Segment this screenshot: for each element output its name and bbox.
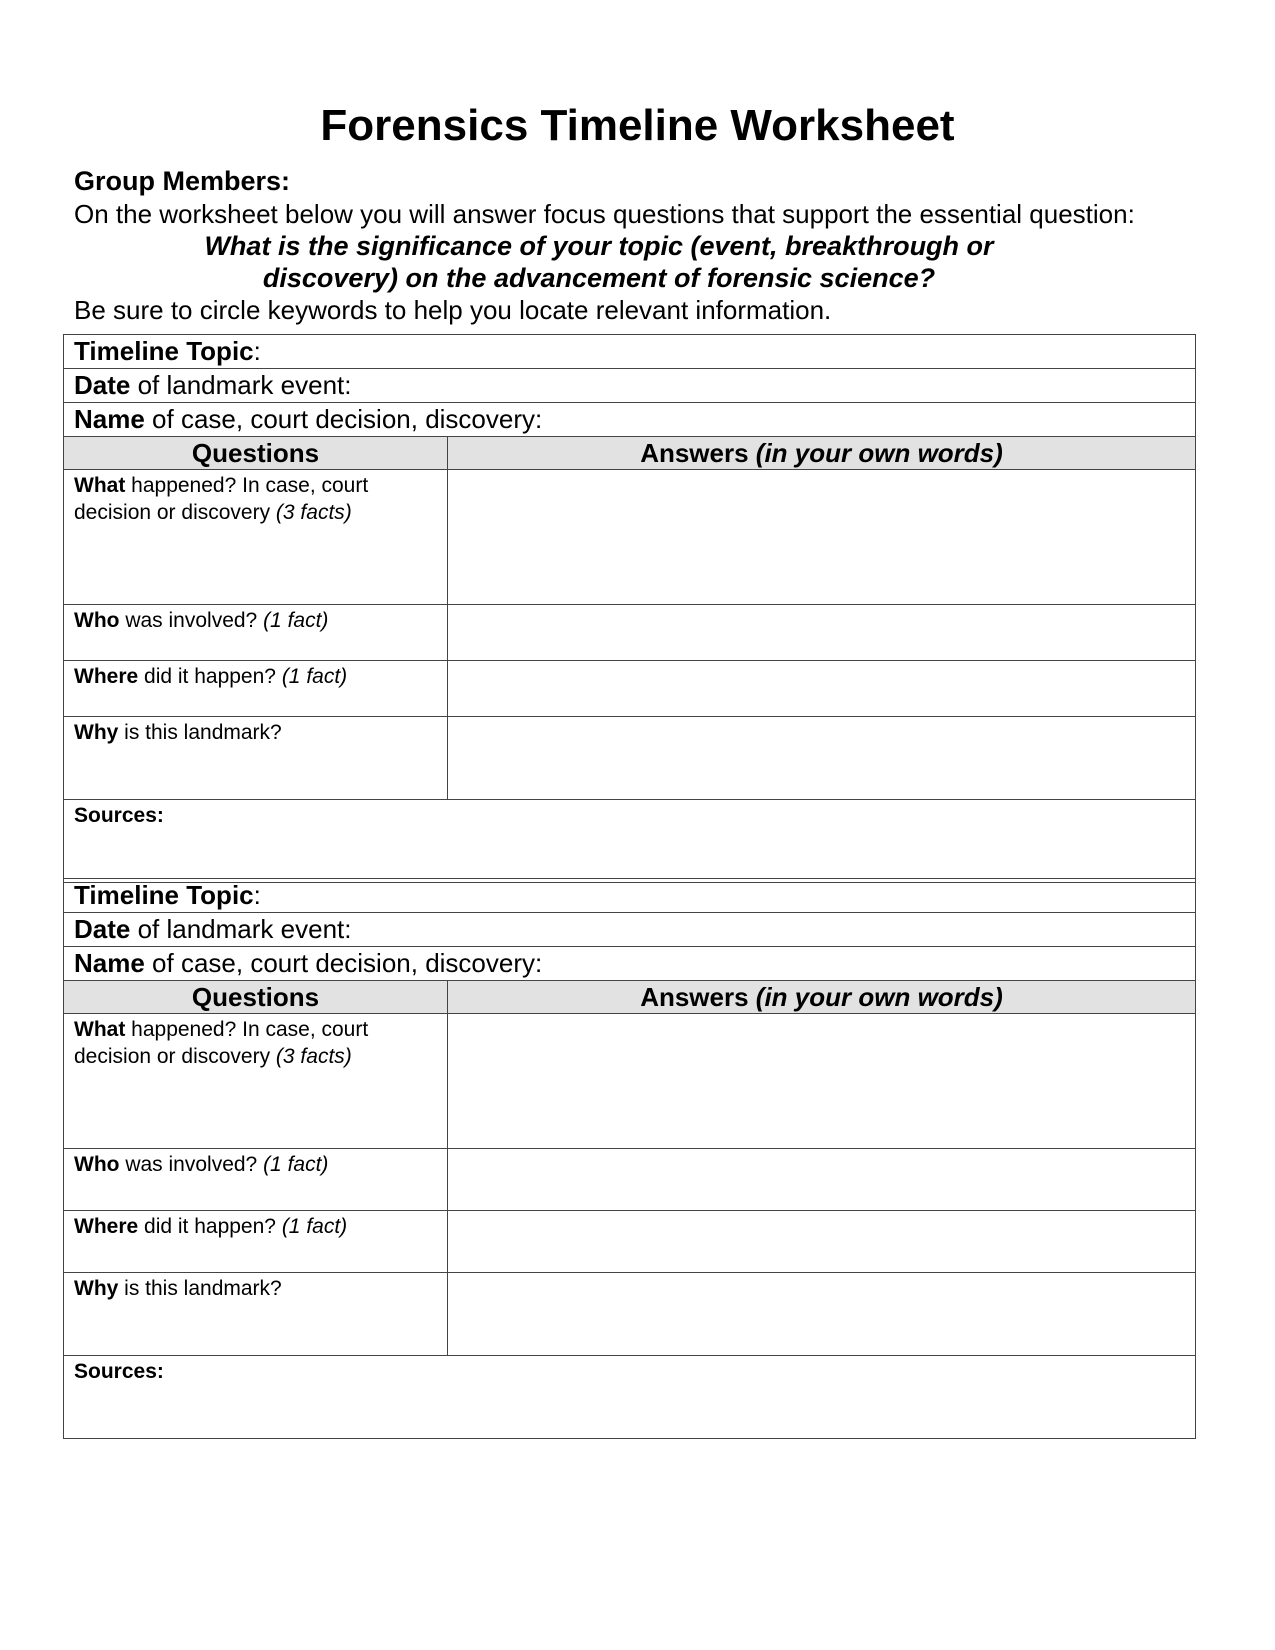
question-who: Who was involved? (1 fact) xyxy=(64,605,448,661)
timeline-topic-field[interactable]: Timeline Topic: xyxy=(64,335,1196,369)
timeline-topic-label: Timeline Topic xyxy=(74,880,254,910)
intro-text: On the worksheet below you will answer focus questions that support the essential question: xyxy=(74,199,1135,229)
question-where: Where did it happen? (1 fact) xyxy=(64,1211,448,1273)
answers-header: Answers (in your own words) xyxy=(448,981,1196,1014)
question-why: Why is this landmark? xyxy=(64,717,448,800)
date-label: Date xyxy=(74,370,131,400)
instruction-note: Be sure to circle keywords to help you locate relevant information. xyxy=(74,295,832,325)
answer-why[interactable] xyxy=(448,1273,1196,1356)
answer-what[interactable] xyxy=(448,470,1196,605)
worksheet-section-1 xyxy=(63,334,1196,883)
sources-field[interactable] xyxy=(64,1356,1196,1439)
sources-field[interactable] xyxy=(64,800,1196,883)
name-label: Name xyxy=(74,948,145,978)
answer-where[interactable] xyxy=(448,661,1196,717)
sources-label: Sources: xyxy=(74,804,164,827)
answer-what[interactable] xyxy=(448,1014,1196,1149)
name-field[interactable]: Name of case, court decision, discovery: xyxy=(64,947,1196,981)
name-label: Name xyxy=(74,404,145,434)
question-where: Where did it happen? (1 fact) xyxy=(64,661,448,717)
essential-question-line-2: discovery) on the advancement of forensic science? xyxy=(262,263,936,293)
answer-who[interactable] xyxy=(448,605,1196,661)
answer-where[interactable] xyxy=(448,1211,1196,1273)
answers-header: Answers (in your own words) xyxy=(448,437,1196,470)
answer-who[interactable] xyxy=(448,1149,1196,1211)
essential-question-line-1: What is the significance of your topic (event, breakthrough or xyxy=(204,231,994,261)
date-field[interactable]: Date of landmark event: xyxy=(64,369,1196,403)
question-who: Who was involved? (1 fact) xyxy=(64,1149,448,1211)
questions-header: Questions xyxy=(64,437,448,470)
question-what: What happened? In case, court decision or discovery (3 facts) xyxy=(64,470,448,605)
name-field[interactable]: Name of case, court decision, discovery: xyxy=(64,403,1196,437)
intro xyxy=(74,164,1214,326)
question-why: Why is this landmark? xyxy=(64,1273,448,1356)
group-members-label: Group Members: xyxy=(74,166,291,196)
sources-label: Sources: xyxy=(74,1360,164,1383)
date-field[interactable]: Date of landmark event: xyxy=(64,913,1196,947)
answer-why[interactable] xyxy=(448,717,1196,800)
worksheet-section-2 xyxy=(63,878,1196,1439)
timeline-topic-label: Timeline Topic xyxy=(74,336,254,366)
date-label: Date xyxy=(74,914,131,944)
question-what: What happened? In case, court decision or discovery (3 facts) xyxy=(64,1014,448,1149)
page-title: Forensics Timeline Worksheet xyxy=(320,101,955,150)
timeline-topic-field[interactable]: Timeline Topic: xyxy=(64,879,1196,913)
questions-header: Questions xyxy=(64,981,448,1014)
